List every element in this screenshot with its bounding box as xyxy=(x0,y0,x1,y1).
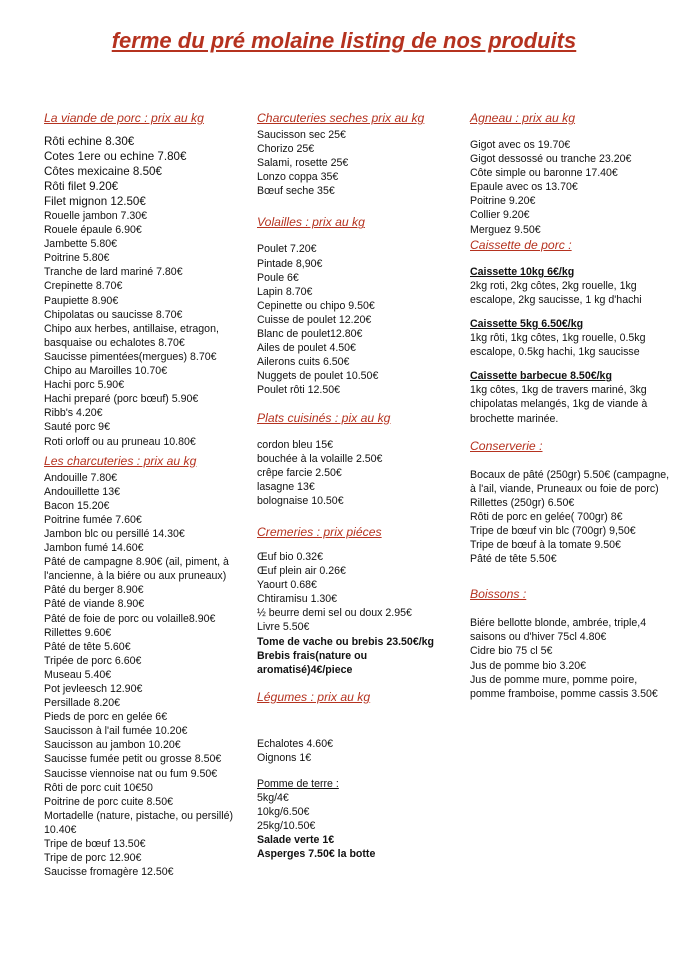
list-item: Pâté de tête 5.50€ xyxy=(470,553,557,566)
list-item: Poitrine 5.80€ xyxy=(44,252,110,265)
list-item: Pâté de viande 8.90€ xyxy=(44,598,145,611)
list-item: bouchée à la volaille 2.50€ xyxy=(257,452,383,465)
list-item: 25kg/10.50€ xyxy=(257,820,316,833)
list-item: Côte simple ou baronne 17.40€ xyxy=(470,167,618,180)
caissette-barbecue-text: 1kg côtes, 1kg de travers mariné, 3kg chipolatas melangés, 1kg de viande à brochette marinée. xyxy=(470,384,648,425)
list-item: Bœuf seche 35€ xyxy=(257,185,335,198)
list-item: Hachi porc 5.90€ xyxy=(44,379,125,392)
list-item: Biére bellotte blonde, ambrée, triple,4 saisons ou d'hiver 75cl 4.80€ xyxy=(470,617,647,644)
list-item: Saucisson au jambon 10.20€ xyxy=(44,739,181,752)
list-porc xyxy=(44,134,244,449)
list-pomme-de-terre xyxy=(257,791,462,833)
list-item: Brebis frais(nature ou aromatisé)4€/piece xyxy=(257,649,368,676)
list-item: Echalotes 4.60€ xyxy=(257,737,333,750)
list-conserverie xyxy=(470,468,675,567)
list-item: Chipo aux herbes, antillaise, etragon, basquaise ou echalotes 8.70€ xyxy=(44,322,219,349)
list-item: Roti orloff ou au pruneau 10.80€ xyxy=(44,435,196,448)
list-item: Mortadelle (nature, pistache, ou persillé) 10.40€ xyxy=(44,809,234,836)
list-item: Ailes de poulet 4.50€ xyxy=(257,342,356,355)
list-item: Poulet 7.20€ xyxy=(257,243,317,256)
list-item: Poule 6€ xyxy=(257,271,299,284)
list-item: Rôti de porc cuit 10€50 xyxy=(44,781,153,794)
list-item: Bacon 15.20€ xyxy=(44,499,110,512)
list-item: Pot jevleesch 12.90€ xyxy=(44,683,143,695)
list-item: Livre 5.50€ xyxy=(257,621,310,634)
list-item: Rôti de porc en gelée( 700gr) 8€ xyxy=(470,510,623,523)
list-item: Epaule avec os 13.70€ xyxy=(470,181,578,194)
list-item: Poitrine 9.20€ xyxy=(470,195,536,208)
list-seches xyxy=(257,128,462,198)
list-item: Œuf plein air 0.26€ xyxy=(257,565,346,578)
list-legumes-bold xyxy=(257,833,462,861)
list-item: Chtiramisu 1.30€ xyxy=(257,593,338,606)
list-item: Andouille 7.80€ xyxy=(44,471,118,484)
list-item: Rouele épaule 6.90€ xyxy=(44,224,142,237)
page-title: ferme du pré molaine listing de nos produits xyxy=(111,28,577,53)
list-item: Saucisse fumée petit ou grosse 8.50€ xyxy=(44,753,222,766)
caissette-5kg-text: 1kg rôti, 1kg côtes, 1kg rouelle, 0.5kg escalope, 0.5kg hachi, 1kg saucisse xyxy=(470,332,646,359)
list-item: Jambon blc ou persillé 14.30€ xyxy=(44,527,185,540)
list-item: Filet mignon 12.50€ xyxy=(44,195,146,208)
section-title-legumes: Légumes : prix au kg xyxy=(257,689,371,704)
list-item: cordon bleu 15€ xyxy=(257,438,333,451)
list-item: Lonzo coppa 35€ xyxy=(257,171,339,184)
list-item: Cepinette ou chipo 9.50€ xyxy=(257,299,375,312)
list-item: Pâté de campagne 8.90€ (ail, piment, à l'ancienne, à la biére ou aux pruneaux) xyxy=(44,556,229,583)
section-title-seches: Charcuteries seches prix au kg xyxy=(257,111,425,125)
list-boissons xyxy=(470,616,675,701)
list-item: Tripe de porc 12.90€ xyxy=(44,852,142,865)
list-item: Rillettes 9.60€ xyxy=(44,626,112,639)
list-item: Pieds de porc en gelée 6€ xyxy=(44,711,168,724)
list-item: Cidre bio 75 cl 5€ xyxy=(470,645,553,658)
list-item: ½ beurre demi sel ou doux 2.95€ xyxy=(257,607,412,620)
list-item: Poitrine de porc cuite 8.50€ xyxy=(44,795,173,808)
list-item: Saucisse fromagère 12.50€ xyxy=(44,866,174,879)
list-item: Sauté porc 9€ xyxy=(44,421,110,434)
column-3 xyxy=(470,110,675,701)
list-volailles xyxy=(257,242,462,397)
section-title-plats: Plats cuisinés : pix au kg xyxy=(257,410,391,425)
list-item: Tripe de bœuf 13.50€ xyxy=(44,838,146,851)
caissette-5kg-title: Caissette 5kg 6.50€/kg xyxy=(470,317,584,330)
list-item: Yaourt 0.68€ xyxy=(257,579,317,592)
section-title-agneau: Agneau : prix au kg xyxy=(470,111,576,125)
list-item: Jus de pomme bio 3.20€ xyxy=(470,659,587,672)
list-item: Saucisse pimentées(mergues) 8.70€ xyxy=(44,350,217,363)
caissette-barbecue-title: Caissette barbecue 8.50€/kg xyxy=(470,370,612,383)
list-item: Lapin 8.70€ xyxy=(257,285,313,298)
list-item: Cotes 1ere ou echine 7.80€ xyxy=(44,150,187,163)
list-item: Persillade 8.20€ xyxy=(44,697,120,710)
list-item: Chorizo 25€ xyxy=(257,143,315,156)
section-title-conserverie: Conserverie : xyxy=(470,438,543,453)
list-item: Tripe de bœuf à la tomate 9.50€ xyxy=(470,539,621,552)
list-item: Crepinette 8.70€ xyxy=(44,280,123,293)
list-item: 5kg/4€ xyxy=(257,792,289,805)
list-item: Chipo au Maroilles 10.70€ xyxy=(44,365,168,378)
list-plats xyxy=(257,438,462,508)
section-title-caissette: Caissette de porc : xyxy=(470,237,572,252)
list-item: Pâté du berger 8.90€ xyxy=(44,584,144,597)
list-item: Tome de vache ou brebis 23.50€/kg xyxy=(257,635,435,648)
list-item: Collier 9.20€ xyxy=(470,209,530,222)
list-item: Merguez 9.50€ xyxy=(470,223,541,236)
list-item: Museau 5.40€ xyxy=(44,668,112,681)
list-item: Paupiette 8.90€ xyxy=(44,294,119,307)
list-item: Rillettes (250gr) 6.50€ xyxy=(470,496,575,509)
list-charcuteries xyxy=(44,471,244,880)
list-item: Nuggets de poulet 10.50€ xyxy=(257,370,379,383)
list-item: crêpe farcie 2.50€ xyxy=(257,466,342,479)
list-item: Gigot dessossé ou tranche 23.20€ xyxy=(470,153,632,166)
list-item: Gigot avec os 19.70€ xyxy=(470,139,571,151)
list-cremeries-bold xyxy=(257,635,462,677)
list-item: Tripe de bœuf vin blc (700gr) 9,50€ xyxy=(470,524,636,537)
list-agneau xyxy=(470,138,675,237)
caissette-10kg-title: Caissette 10kg 6€/kg xyxy=(470,265,575,278)
list-item: Blanc de poulet12.80€ xyxy=(257,328,363,341)
list-item: Salade verte 1€ xyxy=(257,834,335,847)
list-item: Saucisse viennoise nat ou fum 9.50€ xyxy=(44,767,218,780)
list-item: Pâté de foie de porc ou volaille8.90€ xyxy=(44,612,216,625)
list-item: Chipolatas ou saucisse 8.70€ xyxy=(44,308,183,321)
list-item: Hachi preparé (porc bœuf) 5.90€ xyxy=(44,393,199,406)
list-item: Ailerons cuits 6.50€ xyxy=(257,356,350,369)
list-item: Tranche de lard mariné 7.80€ xyxy=(44,266,183,279)
section-title-volailles: Volailles : prix au kg xyxy=(257,215,365,230)
section-title-charcuteries: Les charcuteries : prix au kg xyxy=(44,453,197,468)
list-item: Andouillette 13€ xyxy=(44,485,120,498)
list-item: Salami, rosette 25€ xyxy=(257,157,349,170)
list-item: Œuf bio 0.32€ xyxy=(257,550,323,563)
list-cremeries xyxy=(257,550,462,635)
list-item: Asperges 7.50€ la botte xyxy=(257,848,376,861)
list-item: Pintade 8,90€ xyxy=(257,257,323,270)
list-item: bolognaise 10.50€ xyxy=(257,494,344,507)
list-item: Jambette 5.80€ xyxy=(44,238,118,251)
list-item: Ribb's 4.20€ xyxy=(44,407,103,420)
list-item: Poulet rôti 12.50€ xyxy=(257,384,341,397)
list-item: Cuisse de poulet 12.20€ xyxy=(257,313,372,326)
list-item: Côtes mexicaine 8.50€ xyxy=(44,165,162,178)
list-item: Bocaux de pâté (250gr) 5.50€ (campagne, à l'ail, viande, Pruneaux ou foie de porc) xyxy=(470,468,670,495)
list-item: Rôti echine 8.30€ xyxy=(44,135,135,148)
section-title-porc: La viande de porc : prix au kg xyxy=(44,111,204,125)
list-item: Pâté de tête 5.60€ xyxy=(44,640,131,653)
list-item: Jambon fumé 14.60€ xyxy=(44,542,144,555)
column-1 xyxy=(44,110,244,879)
list-item: Saucisson à l'ail fumée 10.20€ xyxy=(44,725,188,738)
list-item: Rôti filet 9.20€ xyxy=(44,180,119,193)
list-item: Jus de pomme mure, pomme poire, pomme framboise, pomme cassis 3.50€ xyxy=(470,673,658,700)
list-item: Rouelle jambon 7.30€ xyxy=(44,210,148,222)
list-item: Saucisson sec 25€ xyxy=(257,129,346,141)
list-item: Poitrine fumée 7.60€ xyxy=(44,513,142,526)
list-item: 10kg/6.50€ xyxy=(257,806,310,819)
column-2 xyxy=(257,110,462,862)
section-title-boissons: Boissons : xyxy=(470,587,527,602)
list-item: lasagne 13€ xyxy=(257,480,315,493)
caissette-10kg-text: 2kg roti, 2kg côtes, 2kg rouelle, 1kg escalope, 2kg saucisse, 1 kg d'hachi xyxy=(470,279,642,306)
pomme-de-terre-title: Pomme de terre : xyxy=(257,778,339,790)
list-item: Oignons 1€ xyxy=(257,751,312,764)
list-item: Tripée de porc 6.60€ xyxy=(44,654,142,667)
list-legumes xyxy=(257,737,462,765)
section-title-cremeries: Cremeries : prix piéces xyxy=(257,524,382,539)
